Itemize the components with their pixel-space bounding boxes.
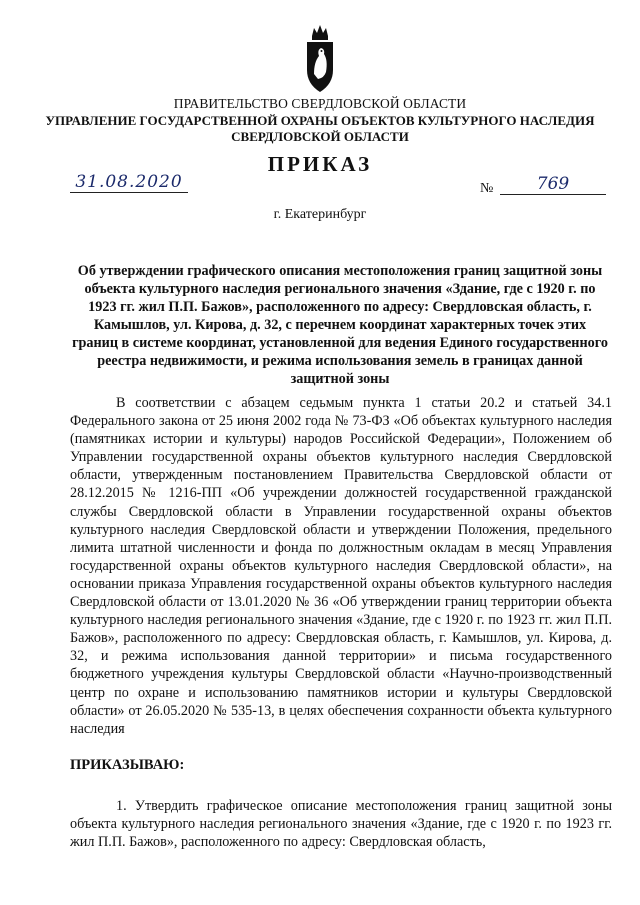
department-name: [0, 113, 640, 145]
coat-of-arms-icon: [304, 22, 336, 94]
preamble-paragraph: В соответствии с абзацем седьмым пункта 1 статьи 20.2 и статьей 34.1 Федерального закона от 25 июня 2002 года № 73-ФЗ «Об объектах культурного наследия (памятниках истории и культуры) народов Российской Федерации», Положением об Управлении государственной охраны объектов культурного наследия Свердловской области, утвержденным постановлением Правительства Свердловской области от 28.12.2015 № 1216-ПП «Об учреждении должностей государственной гражданской службы Свердловской области в Управлении государственной охраны объектов культурного наследия Свердловской области и утверждении Положения, предельного лимита штатной численности и фонда по должностным окладам в месяц Управления государственной охраны объектов культурного наследия Свердловской области», на основании приказа Управления государственной охраны объектов культурного наследия Свердловской области от 13.01.2020 № 36 «Об утверждении границ территории объекта культурного наследия регионального значения «Здание, где с 1920 г. по 1923 гг. жил П.П. Бажов», расположенного по адресу: Свердловская область, г. Камышлов, ул. Кирова, д. 32, и режима использования данной территории» и письма государственного бюджетного учреждения культуры Свердловской области «Научно-производственный центр по охране и использованию памятников истории и культуры Свердловской области» от 26.05.2020 № 535-13, в целях обеспечения сохранности объекта культурного наследия: [70, 395, 612, 737]
document-subject: Об утверждении графического описания местоположения границ защитной зоны объекта культурного наследия регионального значения «Здание, где с 1920 г. по 1923 гг. жил П.П. Бажов», расположенного по адресу: Свердловская область, г. Камышлов, ул. Кирова, д. 32, с перечнем координат характерных точек этих границ в системе координат, установленной для ведения Единого государственного реестра недвижимости, и режима использования земель в границах данной защитной зоны: [72, 263, 608, 387]
number-label: №: [480, 181, 494, 196]
city: г. Екатеринбург: [273, 207, 367, 222]
order-item-1: 1. Утвердить графическое описание местоположения границ защитной зоны объекта культурного наследия регионального значения «Здание, где с 1920 г. по 1923 гг. жил П.П. Бажов», расположенного по адресу: Свердловская область,: [70, 798, 612, 851]
document-number: 769: [500, 174, 606, 195]
document-type: ПРИКАЗ: [267, 152, 373, 176]
government-name: ПРАВИТЕЛЬСТВО СВЕРДЛОВСКОЙ ОБЛАСТИ: [173, 96, 467, 111]
department-line-1: УПРАВЛЕНИЕ ГОСУДАРСТВЕННОЙ ОХРАНЫ ОБЪЕКТОВ КУЛЬТУРНОГО НАСЛЕДИЯ: [45, 113, 595, 128]
order-heading: ПРИКАЗЫВАЮ:: [70, 757, 185, 773]
department-line-2: СВЕРДЛОВСКОЙ ОБЛАСТИ: [231, 129, 409, 144]
document-date: 31.08.2020: [70, 172, 188, 193]
